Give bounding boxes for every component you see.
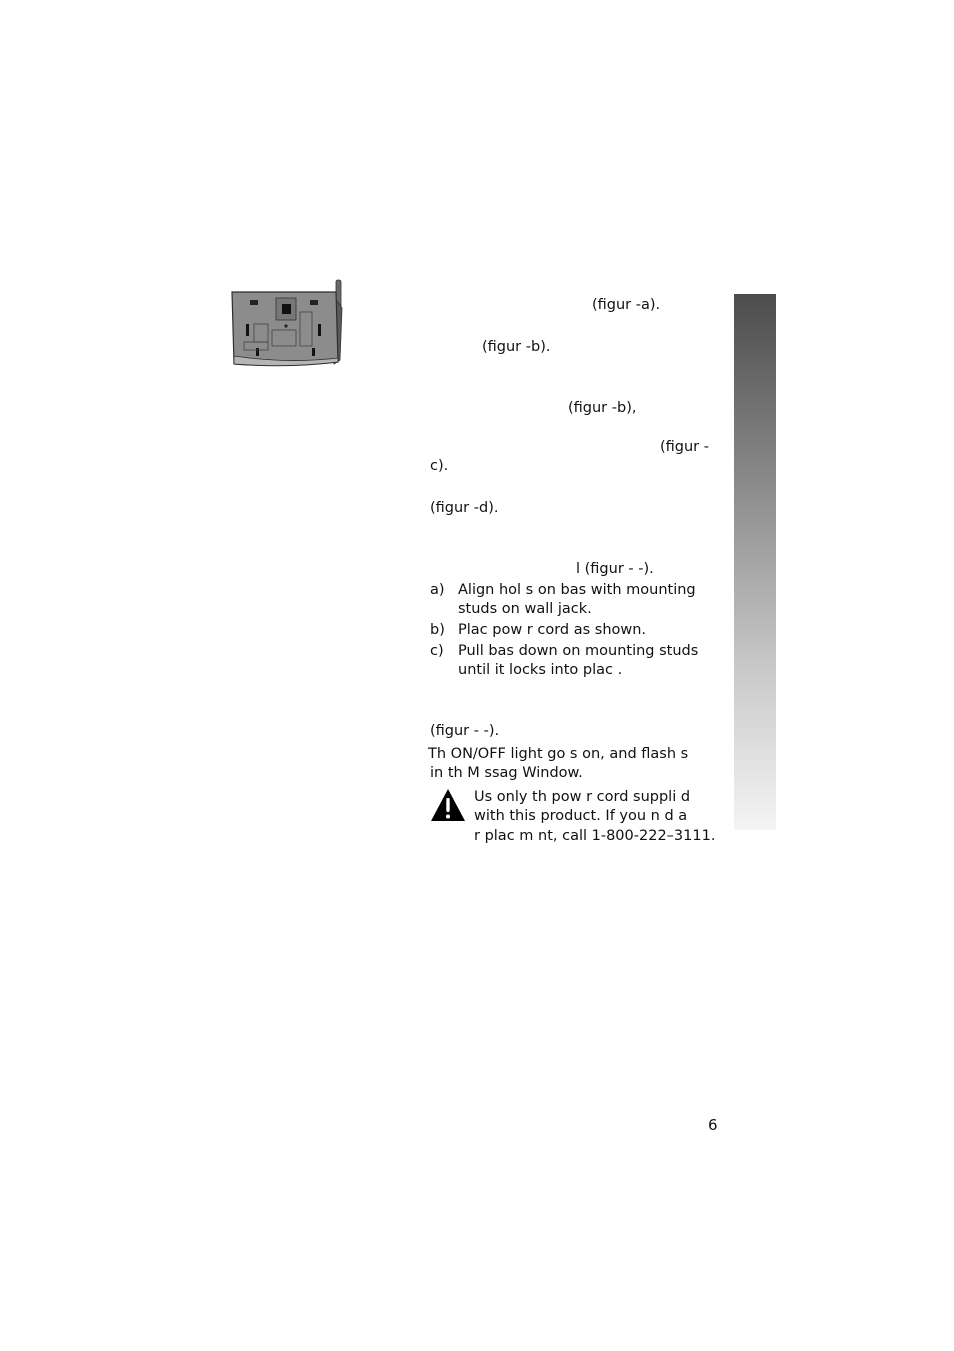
page-number: 6: [708, 1116, 718, 1134]
figure-ref-a: (figur -a).: [592, 297, 661, 313]
figure-ref-e: l (figur - -).: [576, 561, 654, 577]
list-item-text: studs on wall jack.: [458, 601, 592, 617]
figure-ref-d: (figur -d).: [430, 500, 499, 516]
list-item-label: a): [430, 582, 445, 598]
onoff-text-line2: in th M ssag Window.: [430, 765, 583, 781]
figure-ref-c-end: c).: [430, 458, 449, 474]
figure-ref-c-start: (figur -: [660, 439, 709, 455]
list-item-text: Align hol s on bas with mounting: [458, 582, 696, 598]
figure-ref-f: (figur - -).: [430, 723, 500, 739]
warning-text-line3: r plac m nt, call 1-800-222–3111.: [474, 828, 716, 844]
onoff-text-line1: Th ON/OFF light go s on, and flash s: [428, 746, 689, 762]
warning-triangle-icon: [430, 788, 466, 826]
warning-text-line2: with this product. If you n d a: [474, 808, 688, 824]
warning-text-line1: Us only th pow r cord suppli d: [474, 789, 691, 805]
figure-ref-b-second: (figur -b),: [568, 400, 637, 416]
list-item-text: Plac pow r cord as shown.: [458, 622, 647, 638]
figure-ref-b: (figur -b).: [482, 339, 551, 355]
phone-base-illustration: [228, 278, 344, 374]
side-tab: [734, 294, 776, 830]
list-item-label: c): [430, 643, 444, 659]
list-item-label: b): [430, 622, 445, 638]
list-item-text: until it locks into plac .: [458, 662, 623, 678]
list-item-text: Pull bas down on mounting studs: [458, 643, 699, 659]
